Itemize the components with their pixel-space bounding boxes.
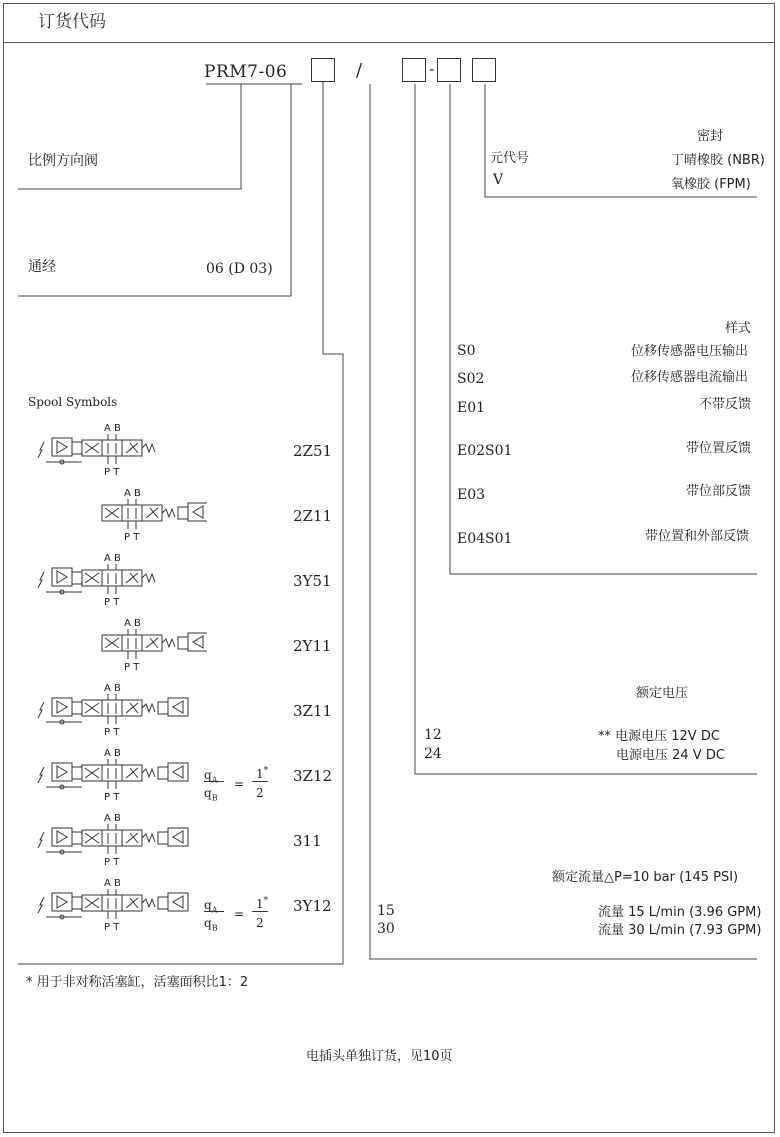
ratio-qb: $q_B$	[204, 916, 218, 933]
voltage-code-1: 12	[424, 727, 442, 743]
port-pt-label: P T	[124, 532, 140, 543]
voltage-code-2: 24	[424, 746, 442, 762]
port-ab-label: A B	[104, 878, 121, 889]
ratio-qa: $q_A$	[204, 768, 218, 785]
port-ab-label: A B	[104, 748, 121, 759]
ratio-den: 2	[256, 786, 264, 800]
spool-code: 2Y11	[293, 637, 332, 655]
bottom-note: 电插头单独订货，见10页	[306, 1049, 453, 1064]
flow-heading: 额定流量△P=10 bar (145 PSI)	[552, 870, 739, 885]
voltage-desc-2: 电源电压 24 V DC	[616, 748, 725, 763]
spool-symbol	[32, 423, 207, 482]
port-pt-label: P T	[104, 467, 120, 478]
code-prefix: PRM7-06	[204, 62, 288, 82]
port-ab-label: A B	[104, 683, 121, 694]
flow-code-1: 15	[377, 903, 395, 919]
spool-symbol	[32, 748, 207, 807]
code-box-style[interactable]	[437, 58, 461, 82]
spool-symbol	[32, 683, 207, 742]
style-code-6: E04S01	[457, 531, 513, 547]
seal-col-label: 元代号	[490, 151, 530, 166]
style-code-3: E01	[457, 400, 486, 416]
code-box-voltage[interactable]	[402, 58, 426, 82]
flow-desc-2: 流量 30 L/min (7.93 GPM)	[598, 923, 762, 938]
spool-symbol	[32, 488, 207, 547]
port-ab-label: A B	[124, 488, 141, 499]
ratio-qa: $q_A$	[204, 898, 218, 915]
port-ab-label: A B	[104, 813, 121, 824]
seal-fpm: 氧橡胶 (FPM)	[671, 177, 751, 192]
spool-symbol	[32, 813, 207, 872]
page-title: 订货代码	[38, 12, 106, 32]
port-ab-label: A B	[104, 553, 121, 564]
style-desc-6: 带位置和外部反馈	[645, 529, 750, 544]
port-pt-label: P T	[104, 922, 120, 933]
port-pt-label: P T	[104, 857, 120, 868]
voltage-desc-1: ** 电源电压 12V DC	[598, 729, 720, 744]
spool-heading: Spool Symbols	[28, 395, 118, 409]
ratio-qb: $q_B$	[204, 786, 218, 803]
flow-desc-1: 流量 15 L/min (3.96 GPM)	[598, 905, 762, 920]
spool-code: 3Y12	[293, 897, 332, 915]
ratio-den: 2	[256, 916, 264, 930]
spool-code: 2Z51	[293, 442, 333, 460]
port-pt-label: P T	[124, 662, 140, 673]
spool-symbol	[32, 618, 207, 677]
port-pt-label: P T	[104, 792, 120, 803]
style-desc-3: 不带反馈	[699, 397, 752, 412]
order-code-page	[3, 3, 775, 1133]
flow-code-2: 30	[377, 921, 395, 937]
size-label: 通经	[28, 259, 56, 275]
spool-symbol	[32, 878, 207, 937]
footnote: * 用于非对称活塞缸，活塞面积比1：2	[26, 975, 249, 990]
code-box-seal[interactable]	[472, 58, 496, 82]
style-code-5: E03	[457, 487, 486, 503]
spool-code: 3Y51	[293, 572, 332, 590]
port-pt-label: P T	[104, 597, 120, 608]
code-box-flow[interactable]	[311, 58, 335, 82]
style-desc-1: 位移传感器电压输出	[631, 344, 749, 359]
ratio-eq: =	[234, 777, 245, 791]
ratio-num: 1*	[256, 766, 269, 781]
style-code-2: S02	[457, 371, 485, 387]
spool-symbol	[32, 553, 207, 612]
style-desc-5: 带位部反馈	[686, 484, 752, 499]
seal-nbr: 丁晴橡胶 (NBR)	[671, 153, 765, 168]
ratio-num: 1*	[256, 896, 269, 911]
seal-code-v: V	[493, 172, 504, 188]
spool-code: 3Z12	[293, 767, 333, 785]
style-code-1: S0	[457, 343, 476, 359]
code-slash: /	[356, 60, 363, 81]
port-ab-label: A B	[104, 423, 121, 434]
port-pt-label: P T	[104, 727, 120, 738]
valve-label: 比例方向阀	[28, 153, 98, 169]
style-desc-4: 带位置反馈	[686, 441, 752, 456]
style-desc-2: 位移传感器电流输出	[631, 370, 749, 385]
ratio-eq: =	[234, 907, 245, 921]
voltage-heading: 额定电压	[636, 686, 689, 701]
spool-code: 3Z11	[293, 702, 333, 720]
spool-code: 2Z11	[293, 507, 333, 525]
seal-heading: 密封	[697, 129, 724, 144]
code-dash: -	[429, 59, 435, 78]
spool-code: 311	[293, 832, 322, 850]
size-value: 06 (D 03)	[206, 261, 273, 277]
style-code-4: E02S01	[457, 443, 513, 459]
port-ab-label: A B	[124, 618, 141, 629]
style-heading: 样式	[725, 321, 752, 336]
